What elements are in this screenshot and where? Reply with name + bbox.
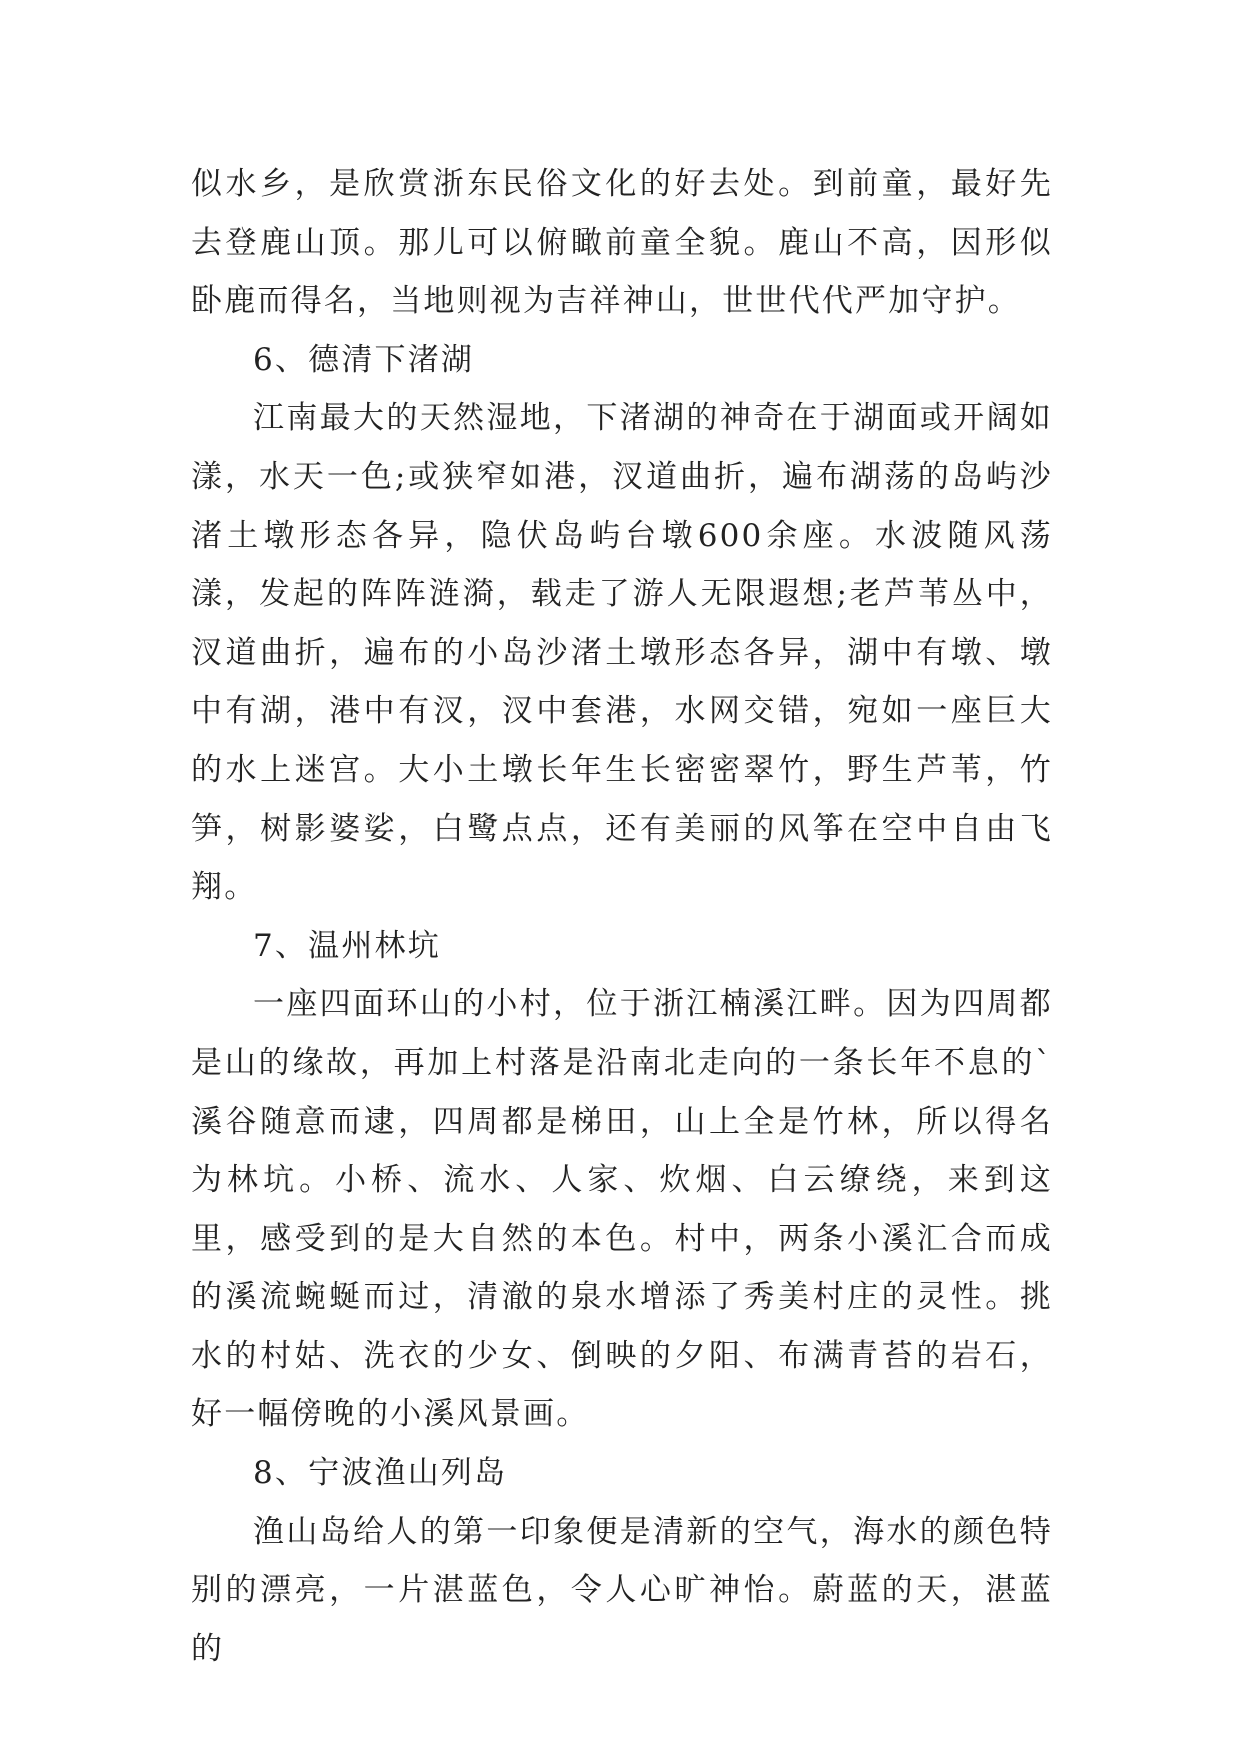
paragraph-yushan: 渔山岛给人的第一印象便是清新的空气，海水的颜色特别的漂亮，一片湛蓝色，令人心旷神怡。蔚蓝的天，湛蓝的 xyxy=(191,1513,1053,1667)
paragraph-xiazhuhu: 江南最大的天然湿地，下渚湖的神奇在于湖面或开阔如漾，水天一色;或狭窄如港，汊道曲折，遍布湖荡的岛屿沙渚土墩形态各异，隐伏岛屿台墩600余座。水波随风荡漾，发起的阵阵涟漪，载走了游人无限遐想;老芦苇丛中，汊道曲折，遍布的小岛沙渚土墩形态各异，湖中有墩、墩中有湖，港中有汊，汊中套港，水网交错，宛如一座巨大的水上迷宫。大小土墩长年生长密密翠竹，野生芦苇，竹笋，树影婆娑，白鹭点点，还有美丽的风筝在空中自由飞翔。 xyxy=(191,400,1053,906)
document-page xyxy=(191,155,1053,1678)
section-heading-wenzhou-linkeng: 7、温州林坑 xyxy=(253,927,441,964)
section-heading-ningbo-yushan: 8、宁波渔山列岛 xyxy=(253,1455,508,1492)
paragraph-continuation: 似水乡，是欣赏浙东民俗文化的好去处。到前童，最好先去登鹿山顶。那儿可以俯瞰前童全貌。鹿山不高，因形似卧鹿而得名，当地则视为吉祥神山，世世代代严加守护。 xyxy=(191,166,1053,320)
section-heading-deqing-xiazhuhu: 6、德清下渚湖 xyxy=(253,341,475,378)
paragraph-linkeng: 一座四面环山的小村，位于浙江楠溪江畔。因为四周都是山的缘故，再加上村落是沿南北走向的一条长年不息的`溪谷随意而逮，四周都是梯田，山上全是竹林，所以得名为林坑。小桥、流水、人家、炊烟、白云缭绕，来到这里，感受到的是大自然的本色。村中，两条小溪汇合而成的溪流蜿蜒而过，清澈的泉水增添了秀美村庄的灵性。挑水的村姑、洗衣的少女、倒映的夕阳、布满青苔的岩石，好一幅傍晚的小溪风景画。 xyxy=(191,986,1053,1433)
